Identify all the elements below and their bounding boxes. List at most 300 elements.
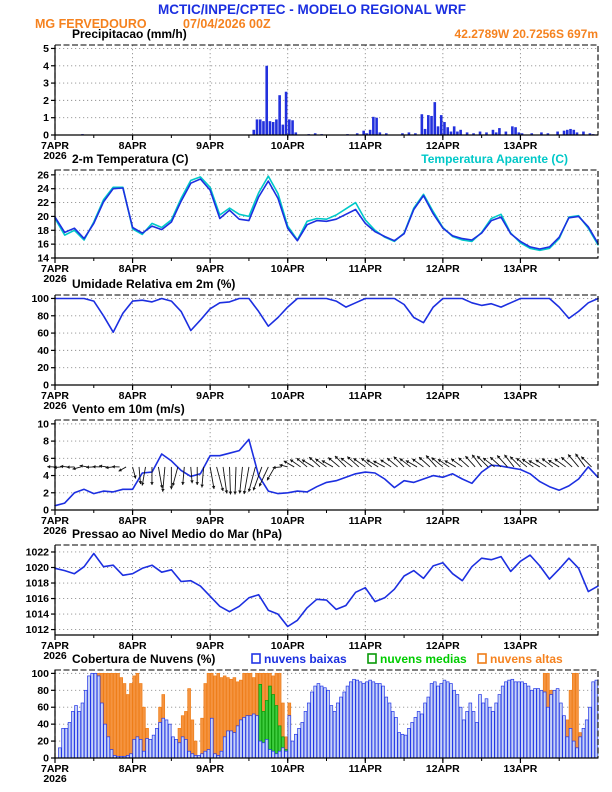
high-cloud-bar bbox=[113, 673, 116, 758]
low-cloud-bar bbox=[417, 711, 420, 758]
low-cloud-bar bbox=[327, 690, 330, 758]
low-cloud-bar bbox=[71, 711, 74, 758]
low-cloud-bar bbox=[265, 739, 268, 758]
precip-bar bbox=[566, 130, 569, 135]
low-cloud-bar bbox=[479, 695, 482, 758]
low-cloud-bar bbox=[540, 690, 543, 758]
low-cloud-bar bbox=[430, 684, 433, 758]
high-cloud-bar bbox=[110, 673, 113, 758]
low-cloud-bar bbox=[382, 686, 385, 758]
y-tick-label: 2 bbox=[43, 487, 49, 500]
low-cloud-bar bbox=[288, 716, 291, 758]
low-cloud-bar bbox=[366, 682, 369, 758]
low-cloud-bar bbox=[168, 724, 171, 758]
wind-arrow-head bbox=[67, 465, 70, 469]
legend-swatch bbox=[252, 654, 260, 663]
low-cloud-bar bbox=[569, 728, 572, 758]
panel-title-precipitation: Precipitacao (mm/h) bbox=[72, 27, 187, 41]
low-cloud-bar bbox=[259, 741, 262, 758]
low-cloud-bar bbox=[294, 734, 297, 758]
low-cloud-bar bbox=[359, 682, 362, 758]
x-day-label: 9APR bbox=[196, 263, 225, 275]
low-cloud-bar bbox=[204, 751, 207, 758]
precip-bar bbox=[252, 130, 255, 135]
precip-bar bbox=[514, 127, 517, 135]
legend-label: nuvens altas bbox=[490, 652, 563, 666]
y-tick-label: 4 bbox=[43, 470, 49, 483]
low-cloud-bar bbox=[375, 684, 378, 758]
low-cloud-bar bbox=[88, 676, 91, 758]
precip-bar bbox=[443, 122, 446, 135]
wind-arrow-head bbox=[112, 465, 115, 469]
low-cloud-bar bbox=[298, 728, 301, 758]
low-cloud-bar bbox=[414, 717, 417, 758]
precip-bar bbox=[256, 119, 259, 135]
y-tick-label: 3 bbox=[43, 77, 49, 90]
wind-arrow-shaft bbox=[235, 467, 236, 495]
series-temperatura-2m bbox=[55, 179, 598, 249]
y-tick-label: 20 bbox=[37, 210, 49, 223]
y-tick-label: 0 bbox=[43, 504, 49, 517]
wind-arrow-head bbox=[172, 483, 175, 486]
mid-cloud-bar bbox=[272, 695, 275, 758]
low-cloud-bar bbox=[482, 703, 485, 758]
wind-arrow-shaft bbox=[210, 467, 214, 489]
low-cloud-bar bbox=[236, 726, 239, 758]
low-cloud-bar bbox=[576, 748, 579, 758]
low-cloud-bar bbox=[152, 735, 155, 758]
low-cloud-bar bbox=[592, 682, 595, 758]
high-cloud-bar bbox=[117, 673, 120, 758]
panel-title-cloud-cover: Cobertura de Nuvens (%) bbox=[72, 652, 216, 666]
low-cloud-bar bbox=[62, 728, 65, 758]
x-year-label: 2026 bbox=[43, 773, 67, 785]
x-day-label: 12APR bbox=[425, 640, 460, 652]
legend-label: nuvens baixas bbox=[264, 652, 347, 666]
low-cloud-bar bbox=[401, 734, 404, 758]
y-tick-label: 1014 bbox=[25, 608, 49, 621]
low-cloud-bar bbox=[456, 695, 459, 758]
plot-frame bbox=[55, 45, 598, 135]
x-day-label: 7APR bbox=[40, 515, 70, 527]
low-cloud-bar bbox=[543, 692, 546, 758]
low-cloud-bar bbox=[527, 686, 530, 758]
legend-swatch bbox=[478, 654, 486, 663]
x-day-label: 10APR bbox=[270, 263, 305, 275]
low-cloud-bar bbox=[142, 751, 145, 758]
y-tick-label: 0 bbox=[43, 379, 49, 392]
plot-frame bbox=[55, 545, 598, 635]
y-tick-label: 6 bbox=[43, 452, 49, 465]
x-day-label: 9APR bbox=[196, 763, 225, 775]
low-cloud-bar bbox=[485, 699, 488, 758]
low-cloud-bar bbox=[362, 684, 365, 758]
low-cloud-bar bbox=[275, 754, 278, 758]
x-day-label: 10APR bbox=[270, 515, 305, 527]
x-day-label: 11APR bbox=[348, 763, 382, 775]
x-day-label: 12APR bbox=[425, 263, 460, 275]
y-tick-label: 1018 bbox=[25, 577, 49, 590]
precip-bar bbox=[288, 119, 291, 135]
precip-bar bbox=[282, 125, 285, 135]
low-cloud-bar bbox=[589, 707, 592, 758]
low-cloud-bar bbox=[553, 690, 556, 758]
low-cloud-bar bbox=[343, 692, 346, 758]
low-cloud-bar bbox=[469, 703, 472, 758]
y-tick-label: 4 bbox=[43, 60, 49, 73]
low-cloud-bar bbox=[572, 741, 575, 758]
high-cloud-bar bbox=[220, 678, 223, 758]
wind-arrow-head bbox=[221, 488, 224, 491]
low-cloud-bar bbox=[252, 714, 255, 758]
low-cloud-bar bbox=[165, 720, 168, 758]
panel-3 bbox=[37, 418, 598, 537]
precip-bar bbox=[572, 130, 575, 135]
low-cloud-bar bbox=[97, 676, 100, 758]
low-cloud-bar bbox=[411, 722, 414, 758]
high-cloud-bar bbox=[201, 718, 204, 758]
panel-4 bbox=[26, 545, 598, 662]
x-day-label: 8APR bbox=[118, 515, 147, 527]
low-cloud-bar bbox=[453, 690, 456, 758]
low-cloud-bar bbox=[201, 754, 204, 758]
panel-2 bbox=[31, 293, 598, 412]
low-cloud-bar bbox=[459, 707, 462, 758]
wind-arrow-head bbox=[133, 475, 136, 478]
plot-frame bbox=[55, 420, 598, 510]
y-tick-label: 2 bbox=[43, 94, 49, 107]
low-cloud-bar bbox=[378, 684, 381, 758]
x-day-label: 9APR bbox=[196, 390, 225, 402]
low-cloud-bar bbox=[304, 711, 307, 758]
y-tick-label: 60 bbox=[37, 327, 49, 340]
low-cloud-bar bbox=[65, 728, 68, 758]
y-tick-label: 18 bbox=[37, 224, 49, 237]
low-cloud-bar bbox=[301, 722, 304, 758]
precip-bar bbox=[278, 95, 281, 135]
low-cloud-bar bbox=[466, 711, 469, 758]
x-day-label: 13APR bbox=[503, 515, 538, 527]
low-cloud-bar bbox=[443, 680, 446, 758]
legend-swatch bbox=[368, 654, 376, 663]
low-cloud-bar bbox=[291, 741, 294, 758]
low-cloud-bar bbox=[317, 684, 320, 758]
high-cloud-bar bbox=[130, 684, 133, 758]
wind-arrow-head bbox=[190, 480, 194, 483]
low-cloud-bar bbox=[437, 686, 440, 758]
low-cloud-bar bbox=[227, 731, 230, 758]
y-tick-label: 5 bbox=[43, 42, 49, 55]
precip-bar bbox=[262, 121, 265, 135]
x-day-label: 11APR bbox=[348, 515, 382, 527]
low-cloud-bar bbox=[530, 690, 533, 758]
low-cloud-bar bbox=[534, 689, 537, 758]
low-cloud-bar bbox=[246, 716, 249, 758]
low-cloud-bar bbox=[446, 682, 449, 758]
wind-arrow-shaft bbox=[163, 467, 165, 492]
low-cloud-bar bbox=[514, 682, 517, 758]
precip-bar bbox=[427, 115, 430, 135]
y-tick-label: 40 bbox=[37, 344, 49, 357]
wind-arrow-head bbox=[150, 482, 154, 485]
low-cloud-bar bbox=[159, 722, 162, 758]
x-day-label: 7APR bbox=[40, 640, 70, 652]
low-cloud-bar bbox=[498, 695, 501, 758]
low-cloud-bar bbox=[133, 739, 136, 758]
wind-arrow-shaft bbox=[230, 467, 231, 495]
low-cloud-bar bbox=[314, 686, 317, 758]
low-cloud-bar bbox=[472, 711, 475, 758]
low-cloud-bar bbox=[440, 684, 443, 758]
low-cloud-bar bbox=[369, 680, 372, 758]
wind-arrow-head bbox=[93, 465, 96, 469]
high-cloud-bar bbox=[123, 684, 126, 758]
x-year-label: 2026 bbox=[43, 273, 67, 285]
low-cloud-bar bbox=[191, 754, 194, 758]
wind-arrow-head bbox=[170, 486, 174, 489]
low-cloud-bar bbox=[524, 684, 527, 758]
low-cloud-bar bbox=[495, 703, 498, 758]
x-day-label: 8APR bbox=[118, 640, 147, 652]
high-cloud-bar bbox=[204, 684, 207, 758]
precip-bar bbox=[430, 116, 433, 135]
y-tick-label: 1022 bbox=[25, 546, 49, 559]
low-cloud-bar bbox=[84, 690, 87, 758]
precip-bar bbox=[569, 129, 572, 135]
high-cloud-bar bbox=[191, 720, 194, 758]
panel-title-humidity: Umidade Relativa em 2m (%) bbox=[72, 277, 236, 291]
precip-bar bbox=[511, 126, 514, 135]
legend-label: nuvens medias bbox=[380, 652, 467, 666]
panel-0 bbox=[41, 43, 598, 162]
low-cloud-bar bbox=[595, 680, 598, 758]
low-cloud-bar bbox=[188, 751, 191, 758]
low-cloud-bar bbox=[353, 679, 356, 758]
y-tick-label: 1020 bbox=[25, 562, 49, 574]
low-cloud-bar bbox=[556, 689, 559, 758]
low-cloud-bar bbox=[521, 682, 524, 758]
low-cloud-bar bbox=[285, 751, 288, 758]
x-day-label: 10APR bbox=[270, 390, 305, 402]
low-cloud-bar bbox=[408, 728, 411, 758]
low-cloud-bar bbox=[181, 737, 184, 758]
low-cloud-bar bbox=[504, 682, 507, 758]
panel-5 bbox=[31, 652, 598, 785]
low-cloud-bar bbox=[427, 697, 430, 758]
low-cloud-bar bbox=[175, 739, 178, 758]
low-cloud-bar bbox=[433, 682, 436, 758]
low-cloud-bar bbox=[185, 739, 188, 758]
x-year-label: 2026 bbox=[43, 650, 67, 662]
low-cloud-bar bbox=[372, 682, 375, 758]
low-cloud-bar bbox=[501, 686, 504, 758]
y-tick-label: 80 bbox=[37, 684, 49, 697]
precip-bar bbox=[285, 92, 288, 135]
low-cloud-bar bbox=[139, 739, 142, 758]
low-cloud-bar bbox=[75, 706, 78, 758]
low-cloud-bar bbox=[104, 724, 107, 758]
y-tick-label: 14 bbox=[37, 252, 49, 265]
wind-arrow-shaft bbox=[217, 467, 223, 491]
wind-arrow-shaft bbox=[173, 467, 178, 486]
low-cloud-bar bbox=[563, 716, 566, 758]
wind-arrow-head bbox=[200, 485, 204, 488]
precip-bar bbox=[492, 130, 495, 135]
low-cloud-bar bbox=[398, 733, 401, 758]
low-cloud-bar bbox=[230, 731, 233, 758]
low-cloud-bar bbox=[136, 737, 139, 758]
panel-title-temperature: 2-m Temperatura (C) bbox=[72, 152, 189, 166]
low-cloud-bar bbox=[336, 703, 339, 758]
y-tick-label: 24 bbox=[37, 183, 49, 196]
mid-cloud-bar bbox=[275, 706, 278, 758]
precip-bar bbox=[437, 126, 440, 135]
high-cloud-bar bbox=[142, 707, 145, 758]
series-umidade-relativa bbox=[55, 299, 598, 333]
low-cloud-bar bbox=[320, 686, 323, 758]
low-cloud-bar bbox=[404, 735, 407, 758]
x-day-label: 11APR bbox=[348, 140, 382, 152]
low-cloud-bar bbox=[155, 728, 158, 758]
precip-bar bbox=[259, 119, 262, 135]
y-tick-label: 1 bbox=[43, 112, 49, 125]
wind-arrow-shaft bbox=[158, 467, 162, 488]
y-tick-label: 40 bbox=[37, 718, 49, 731]
low-cloud-bar bbox=[349, 682, 352, 758]
low-cloud-bar bbox=[420, 714, 423, 758]
high-cloud-bar bbox=[120, 678, 123, 758]
low-cloud-bar bbox=[214, 754, 217, 758]
plot-frame bbox=[55, 295, 598, 385]
x-day-label: 9APR bbox=[196, 515, 225, 527]
header-title: MCTIC/INPE/CPTEC - MODELO REGIONAL WRF bbox=[158, 2, 466, 17]
precip-bar bbox=[372, 117, 375, 135]
precip-bar bbox=[563, 131, 566, 135]
wind-arrow-head bbox=[60, 465, 63, 469]
plot-frame bbox=[55, 170, 598, 258]
precip-bar bbox=[269, 121, 272, 135]
low-cloud-bar bbox=[582, 728, 585, 758]
x-day-label: 11APR bbox=[348, 390, 382, 402]
low-cloud-bar bbox=[391, 711, 394, 758]
x-day-label: 8APR bbox=[118, 763, 147, 775]
x-day-label: 11APR bbox=[348, 263, 382, 275]
low-cloud-bar bbox=[262, 743, 265, 758]
low-cloud-bar bbox=[81, 703, 84, 758]
y-tick-label: 100 bbox=[31, 292, 49, 305]
low-cloud-bar bbox=[550, 695, 553, 758]
high-cloud-bar bbox=[576, 673, 579, 758]
precip-bar bbox=[291, 120, 294, 135]
low-cloud-bar bbox=[517, 682, 520, 758]
low-cloud-bar bbox=[78, 711, 81, 758]
low-cloud-bar bbox=[537, 689, 540, 758]
x-day-label: 7APR bbox=[40, 763, 70, 775]
wind-arrow-shaft bbox=[223, 467, 227, 493]
x-day-label: 13APR bbox=[503, 263, 538, 275]
precip-bar bbox=[362, 131, 365, 135]
precip-bar bbox=[275, 119, 278, 135]
low-cloud-bar bbox=[585, 720, 588, 758]
header-run-datetime: 07/04/2026 00Z bbox=[183, 17, 271, 31]
y-tick-label: 10 bbox=[37, 418, 49, 431]
low-cloud-bar bbox=[149, 739, 152, 758]
y-tick-label: 1016 bbox=[25, 593, 49, 606]
low-cloud-bar bbox=[239, 720, 242, 758]
high-cloud-bar bbox=[188, 689, 191, 758]
x-day-label: 12APR bbox=[425, 390, 460, 402]
low-cloud-bar bbox=[508, 680, 511, 758]
wind-arrow-head bbox=[161, 489, 165, 492]
x-day-label: 13APR bbox=[503, 763, 538, 775]
station-coordinates-label: 42.2789W 20.7256S 697m bbox=[454, 27, 598, 41]
low-cloud-bar bbox=[278, 751, 281, 758]
x-year-label: 2026 bbox=[43, 525, 67, 537]
low-cloud-bar bbox=[388, 703, 391, 758]
low-cloud-bar bbox=[249, 716, 252, 758]
low-cloud-bar bbox=[256, 716, 259, 758]
x-day-label: 8APR bbox=[118, 140, 147, 152]
y-tick-label: 26 bbox=[37, 169, 49, 182]
panel-title-pressure: Pressao ao Nivel Medio do Mar (hPa) bbox=[72, 527, 283, 541]
low-cloud-bar bbox=[323, 688, 326, 758]
low-cloud-bar bbox=[220, 751, 223, 758]
low-cloud-bar bbox=[340, 697, 343, 758]
x-day-label: 9APR bbox=[196, 640, 225, 652]
low-cloud-bar bbox=[346, 686, 349, 758]
x-day-label: 7APR bbox=[40, 390, 70, 402]
x-day-label: 8APR bbox=[118, 263, 147, 275]
y-tick-label: 22 bbox=[37, 197, 49, 210]
series-pressao-nivel-mar bbox=[55, 554, 598, 627]
wind-arrow-shaft bbox=[240, 467, 243, 494]
precip-bar bbox=[433, 102, 436, 135]
y-tick-label: 0 bbox=[43, 752, 49, 765]
x-day-label: 10APR bbox=[270, 140, 305, 152]
precip-bar bbox=[424, 129, 427, 135]
low-cloud-bar bbox=[172, 737, 175, 758]
y-tick-label: 1012 bbox=[25, 624, 49, 637]
precip-bar bbox=[446, 127, 449, 135]
precip-bar bbox=[369, 130, 372, 135]
low-cloud-bar bbox=[547, 707, 550, 758]
y-tick-label: 80 bbox=[37, 310, 49, 323]
wind-arrow-head bbox=[196, 482, 200, 485]
low-cloud-bar bbox=[233, 733, 236, 758]
panel-title-wind: Vento em 10m (m/s) bbox=[72, 402, 185, 416]
apparent-temperature-legend: Temperatura Aparente (C) bbox=[421, 152, 568, 166]
low-cloud-bar bbox=[450, 684, 453, 758]
low-cloud-bar bbox=[511, 679, 514, 758]
low-cloud-bar bbox=[94, 673, 97, 758]
low-cloud-bar bbox=[178, 743, 181, 758]
low-cloud-bar bbox=[68, 722, 71, 758]
y-tick-label: 20 bbox=[37, 735, 49, 748]
precip-bar bbox=[498, 128, 501, 135]
high-cloud-bar bbox=[126, 695, 129, 758]
header-station: MG FERVEDOURO bbox=[35, 17, 147, 31]
wind-arrow-head bbox=[86, 465, 89, 469]
precip-bar bbox=[440, 115, 443, 135]
low-cloud-bar bbox=[130, 754, 133, 758]
low-cloud-bar bbox=[100, 703, 103, 758]
low-cloud-bar bbox=[311, 692, 314, 758]
wind-arrow-head bbox=[181, 482, 185, 485]
x-day-label: 7APR bbox=[40, 140, 70, 152]
x-day-label: 11APR bbox=[348, 640, 382, 652]
precip-bar bbox=[265, 66, 268, 135]
wind-arrow-head bbox=[106, 466, 109, 470]
